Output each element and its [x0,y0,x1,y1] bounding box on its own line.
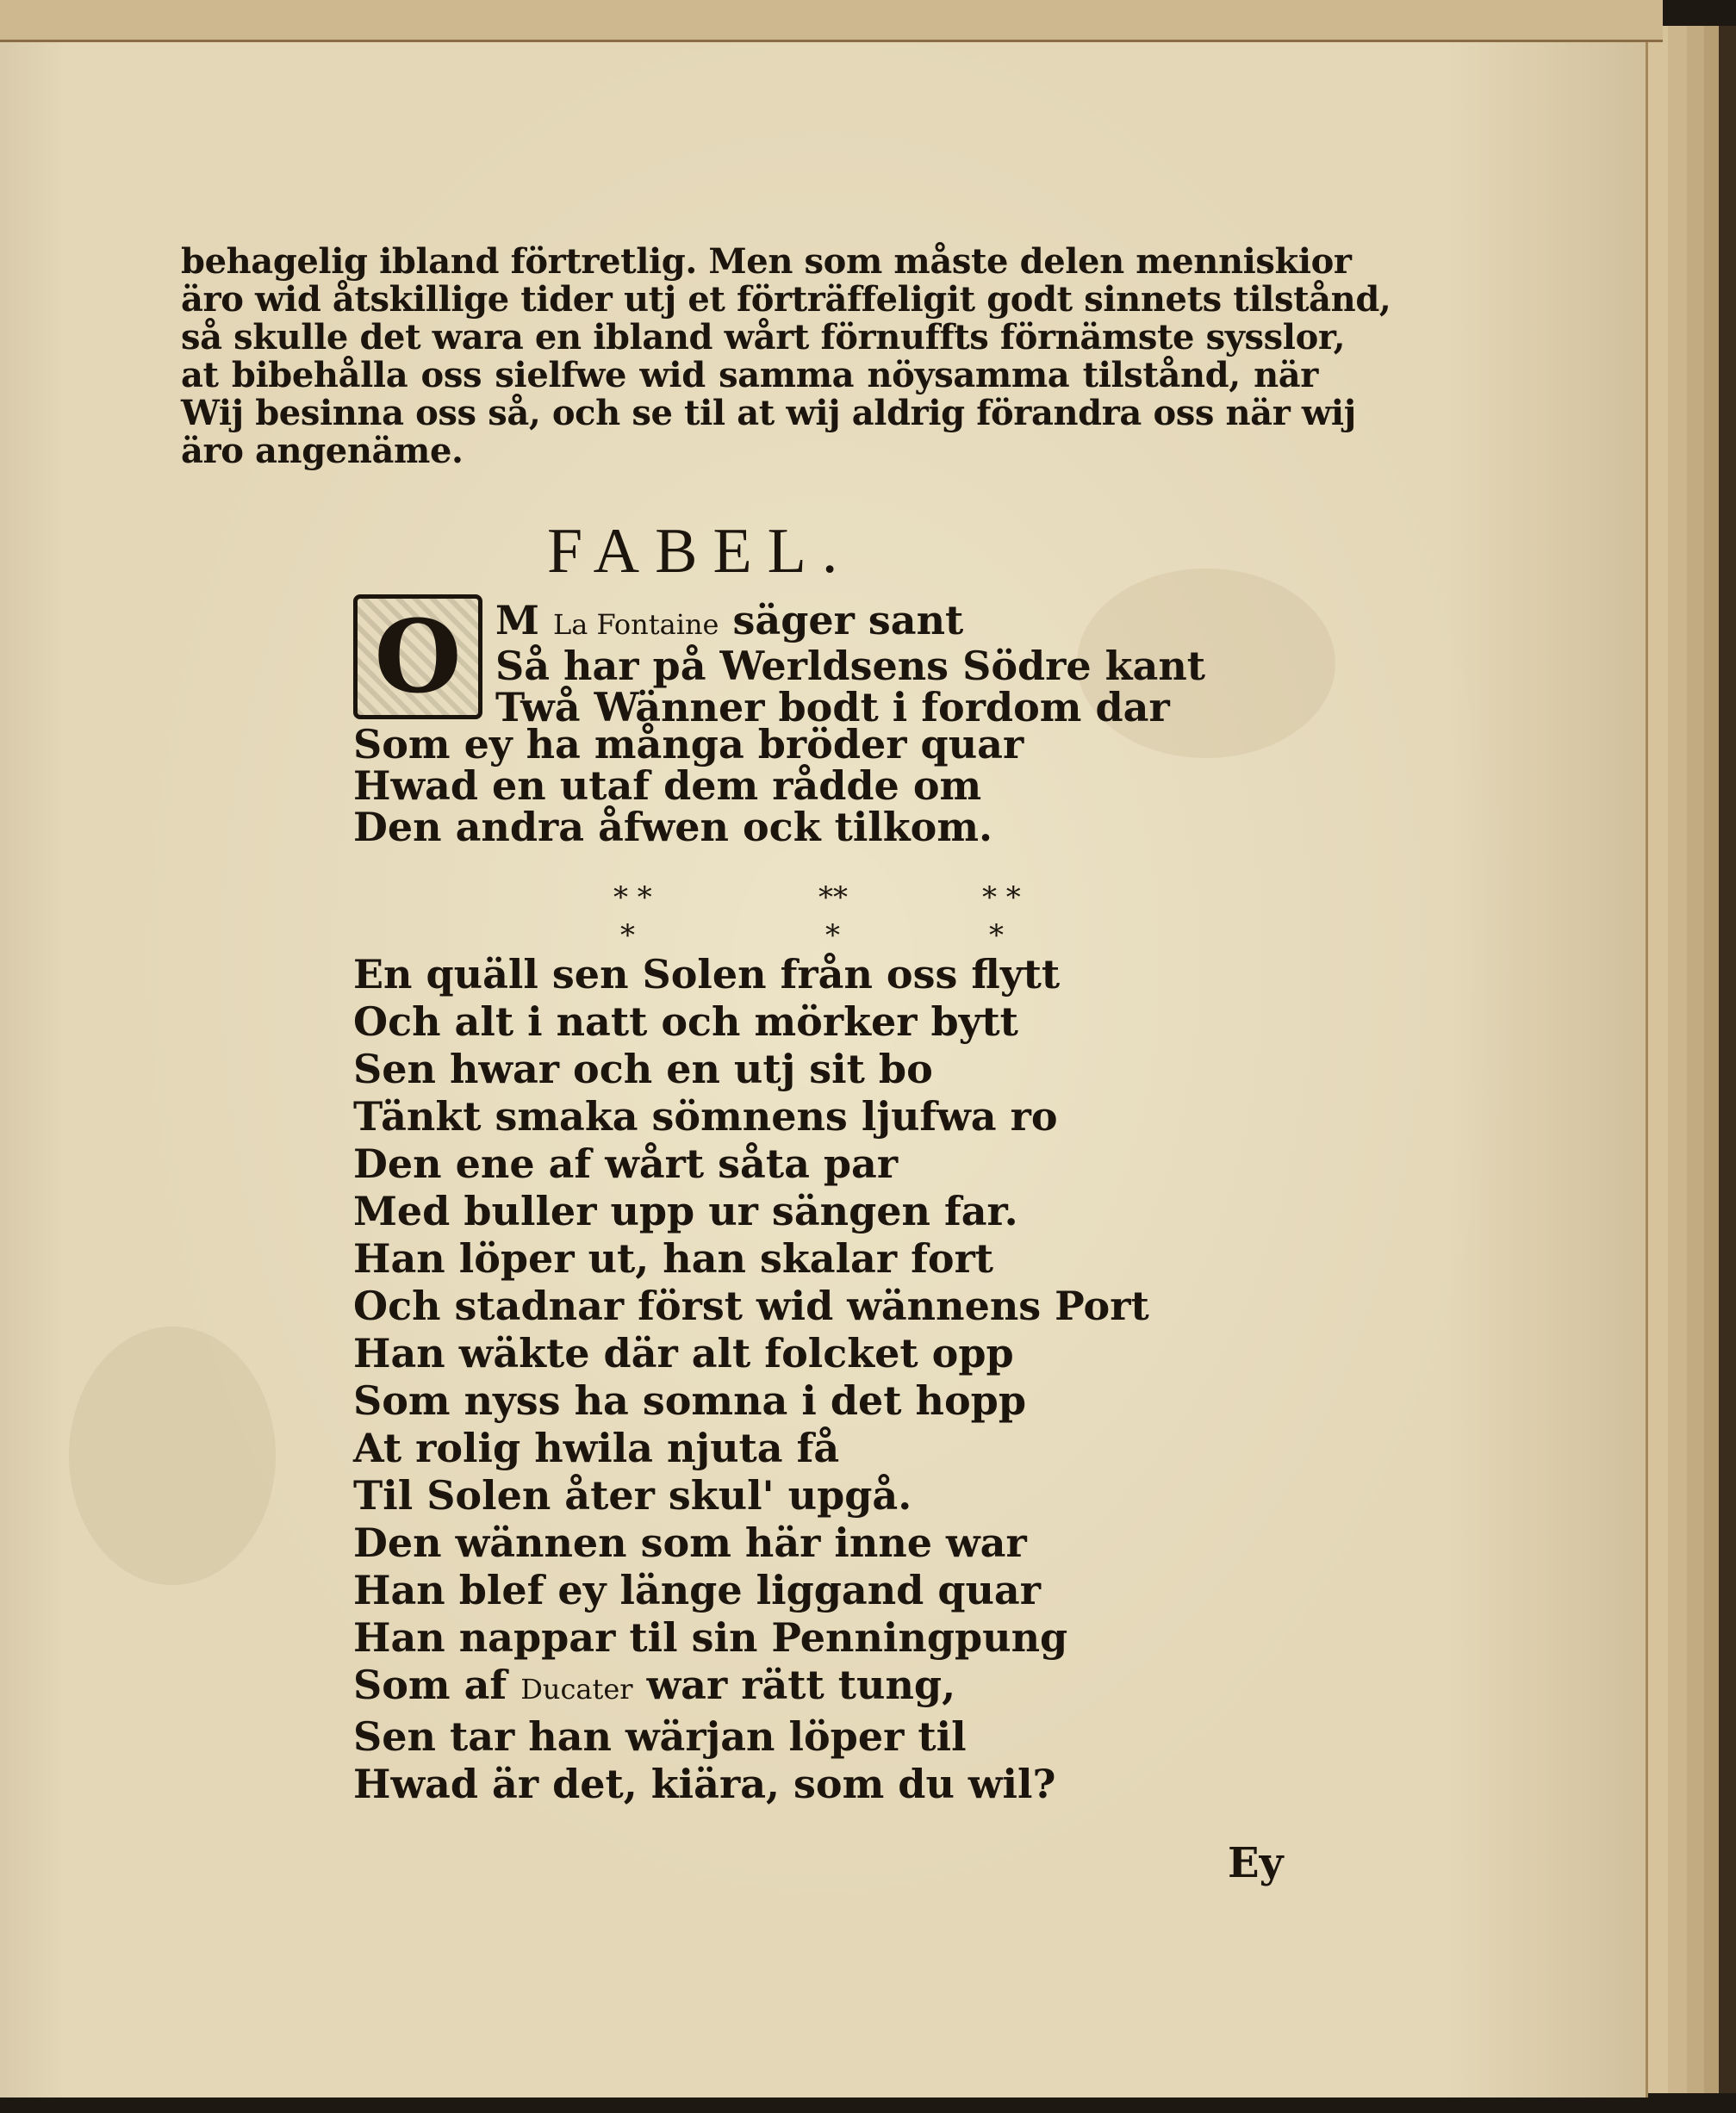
verse-line: At rolig hwila njuta få [353,1425,840,1471]
fable-heading: FABEL. [547,516,854,587]
verse-line: Med buller upp ur sängen far. [353,1188,1018,1234]
verse-intro [353,721,1301,850]
verse-line: Han löper ut, han skalar fort [353,1235,994,1282]
author-name: La Fontaine [552,608,719,641]
asterism-top: * * [982,880,1021,915]
verse-fragment-small: Ducater [520,1673,633,1706]
verse-line: Som nyss ha somna i det hopp [353,1377,1026,1424]
verse-line: Den ene af wårt såta par [353,1140,899,1187]
verse-fragment: M [495,597,539,643]
verse-line: Sen hwar och en utj sit bo [353,1046,933,1092]
asterism-bottom: * [989,918,1004,953]
verse-line: Sen tar han wärjan löper til [353,1713,967,1760]
verse-stanza [353,951,1301,1808]
page-edge [1646,26,1670,2093]
verse-line: En quäll sen Solen från oss flytt [353,951,1061,997]
prose-line: Wij besinna oss så, och se til at wij aldrig förandra oss när wij [181,393,1356,433]
verse-line: Den wännen som här inne war [353,1519,1027,1566]
paper-stain [69,1327,276,1585]
asterism-group [818,880,848,953]
verse-line: Twå Wänner bodt i fordom dar [495,684,1170,730]
asterism-bottom: * [620,918,635,953]
verse-line: Hwad är det, kiära, som du wil? [353,1761,1056,1807]
verse-line: Tänkt smaka sömnens ljufwa ro [353,1093,1058,1140]
verse-line: Och alt i natt och mörker bytt [353,998,1018,1045]
asterism-group [613,880,652,953]
verse-line: Han blef ey länge liggand quar [353,1567,1041,1613]
verse-fragment: war rätt tung, [646,1662,956,1708]
page-edge [1668,26,1689,2093]
verse-line: Den andra åfwen ock tilkom. [353,804,993,850]
verse-line: Hwad en utaf dem rådde om [353,762,982,809]
catchword: Ey [1228,1839,1284,1887]
prose-line: äro wid åtskillige tider utj et förträffeligit godt sinnets tilstånd, [181,279,1391,320]
prose-line: äro angenäme. [181,431,464,471]
page-edge [1687,26,1706,2093]
verse-line: Han wäkte där alt folcket opp [353,1330,1014,1377]
prose-paragraph [181,241,1391,471]
verse-intro-indented [495,597,1443,730]
decorated-initial: O [353,594,482,719]
verse-line: Som ey ha många bröder quar [353,721,1024,768]
verse-line [495,597,1443,645]
asterism-bottom: * [825,918,840,953]
prose-line: at bibehålla oss sielfwe wid samma nöysamma tilstånd, när [181,355,1318,395]
prose-line: behagelig ibland förtretlig. Men som måste delen menniskior [181,241,1352,282]
asterism-top: * * [613,880,652,915]
binding-shadow [1719,26,1736,2093]
verse-line [353,1662,1301,1713]
verse-line: Så har på Werldsens Södre kant [495,643,1206,689]
verse-line: Til Solen åter skul' upgå. [353,1472,912,1519]
asterism-group [982,880,1021,953]
asterism-top: ** [818,880,848,915]
page-top-edge [0,0,1663,42]
verse-line: Han nappar til sin Penningpung [353,1614,1068,1661]
verse-line: Och stadnar först wid wännens Port [353,1283,1149,1329]
verse-fragment: Som af [353,1662,507,1708]
prose-line: så skulle det wara en ibland wårt förnuffts förnämste sysslor, [181,317,1346,357]
verse-fragment: säger sant [732,597,964,643]
asterism-separator [603,880,1120,953]
